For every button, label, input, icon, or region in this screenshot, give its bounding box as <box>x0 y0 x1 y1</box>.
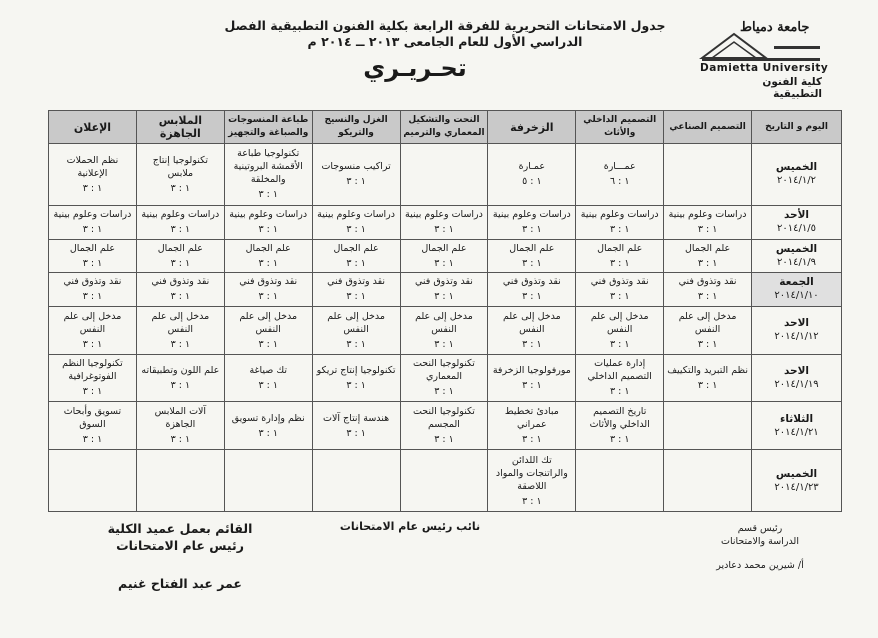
department-head-title: رئيس قسم <box>737 523 783 534</box>
subject-name: مدخل إلى علم النفس <box>63 310 122 335</box>
day-date-cell <box>752 273 842 307</box>
exam-time: ١ : ٣ <box>522 434 542 446</box>
day-date-cell <box>752 144 842 206</box>
day-date-cell <box>752 306 842 354</box>
dean-signature-block <box>100 520 260 554</box>
logo-emblem-icon <box>694 10 824 70</box>
table-row <box>49 306 842 354</box>
day-name: الاحد <box>783 317 810 330</box>
exam-time: ١ : ٣ <box>346 176 366 188</box>
column-header: النحت والتشكيل المعماري والترميم <box>400 111 488 144</box>
date: ٢٠١٤/١/٩ <box>777 256 816 268</box>
exam-time: ١ : ٣ <box>609 338 630 350</box>
subject-name: تاريخ التصميم الداخلي والأثاث <box>589 406 650 431</box>
subject-name: علم الجمال <box>597 242 643 254</box>
subject-name: علم الجمال <box>333 242 379 254</box>
subject-name: عمـــارة <box>603 161 636 173</box>
exam-cell <box>400 239 488 273</box>
exam-cell <box>49 273 137 307</box>
subject-name: مدخل إلى علم النفس <box>151 310 210 335</box>
exam-time: ١ : ٣ <box>609 257 630 269</box>
table-row <box>49 273 842 307</box>
exam-time: ١ : ٣ <box>609 386 630 398</box>
day-name: الأحد <box>783 209 810 222</box>
column-header: الغزل والنسيج والتريكو <box>312 111 400 144</box>
exam-time: ١ : ٣ <box>697 379 718 391</box>
subject-name: نقد وتذوق فني <box>239 276 298 288</box>
subject-name: دراسات وعلوم بينية <box>229 209 308 221</box>
exam-time: ١ : ٣ <box>346 427 366 439</box>
exam-time: ١ : ٣ <box>82 182 103 194</box>
exam-cell <box>400 205 488 239</box>
exam-time: ١ : ٣ <box>82 257 103 269</box>
subject-name: دراسات وعلوم بينية <box>53 209 132 221</box>
exam-cell <box>136 239 224 273</box>
exam-time: ١ : ٣ <box>434 224 454 236</box>
table-row <box>49 450 842 512</box>
page-title: جدول الامتحانات التحريرية للفرقة الرابعة بكلية الفنون التطبيقية الفصل الدراسي الأول للعام الجامعى ٢٠١٣ ــ ٢٠١٤ م <box>224 18 666 49</box>
date: ٢٠١٤/١/٢٣ <box>774 481 819 493</box>
subject-name: هندسة إنتاج آلات <box>323 412 390 424</box>
exam-cell <box>664 144 752 206</box>
subject-name: مدخل إلى علم النفس <box>590 310 649 335</box>
exam-cell <box>224 306 312 354</box>
table-row <box>49 354 842 402</box>
subject-name: دراسات وعلوم بينية <box>141 209 220 221</box>
dean-title: القائم بعمل عميد الكلية <box>107 521 253 536</box>
exam-cell <box>576 306 664 354</box>
day-name: الثلاثاء <box>779 412 814 425</box>
exam-time: ١ : ٣ <box>697 291 718 303</box>
exam-time: ١ : ٣ <box>346 257 366 269</box>
exam-cell <box>224 205 312 239</box>
exam-cell <box>576 144 664 206</box>
subject-name: علم الجمال <box>421 242 467 254</box>
dean-name: عمر عبد الفتاح غنيم <box>118 576 242 591</box>
day-date-cell <box>752 205 842 239</box>
subject-name: علم الجمال <box>509 242 555 254</box>
date: ٢٠١٤/١/٥ <box>777 223 816 235</box>
column-header: الزخرفة <box>488 111 576 144</box>
subject-name: علم الجمال <box>157 242 203 254</box>
exam-time: ١ : ٣ <box>522 257 542 269</box>
exam-time: ١ : ٣ <box>170 338 191 350</box>
exam-cell <box>136 144 224 206</box>
exam-cell <box>576 273 664 307</box>
exam-cell <box>312 402 400 450</box>
exam-time: ١ : ٣ <box>434 338 454 350</box>
exam-time: ١ : ٣ <box>346 379 366 391</box>
department-head-block <box>700 522 820 548</box>
exam-time: ١ : ٣ <box>170 291 191 303</box>
exam-cell <box>224 354 312 402</box>
day-date-cell <box>752 354 842 402</box>
faculty-name: كلية الفنون التطبيقية <box>762 76 822 100</box>
column-header: اليوم و التاريخ <box>752 111 842 144</box>
table-row <box>49 205 842 239</box>
exam-time: ١ : ٣ <box>697 338 718 350</box>
exam-cell <box>312 144 400 206</box>
schedule-body <box>49 144 842 512</box>
subject-name: نظم الحملات الإعلانية <box>66 154 119 179</box>
exams-chief-title: رئيس عام الامتحانات <box>116 538 244 553</box>
exam-cell <box>49 450 137 512</box>
exam-cell <box>488 402 576 450</box>
exam-cell <box>400 144 488 206</box>
exam-cell <box>576 450 664 512</box>
exam-cell <box>576 205 664 239</box>
exam-cell <box>488 205 576 239</box>
exam-time: ١ : ٣ <box>82 224 103 236</box>
subject-name: تراكيب منسوجات <box>321 161 391 173</box>
subject-name: نقد وتذوق فني <box>678 276 737 288</box>
day-date-cell <box>752 239 842 273</box>
column-header: التصميم الداخلي والأثاث <box>576 111 664 144</box>
table-row <box>49 402 842 450</box>
header-row <box>49 111 842 144</box>
subject-name: نقد وتذوق فني <box>414 276 473 288</box>
subject-name: إدارة عمليات التصميم الداخلي <box>587 358 652 383</box>
subject-name: نقد وتذوق فني <box>327 276 386 288</box>
date: ٢٠١٤/١/١٢ <box>774 331 819 343</box>
logo-arabic-text: جامعة دمياط <box>740 20 810 35</box>
exam-time: ١ : ٥ <box>522 176 542 188</box>
exam-cell <box>312 205 400 239</box>
exam-cell <box>136 402 224 450</box>
department-head-name: أ/ شيرين محمد دعادير <box>716 560 804 571</box>
subject-name: علم الجمال <box>685 242 731 254</box>
exam-cell <box>224 273 312 307</box>
subject-name: مدخل إلى علم النفس <box>678 310 737 335</box>
exam-cell <box>224 402 312 450</box>
column-header: طباعة المنسوجات والصباغة والتجهيز <box>224 111 312 144</box>
exam-cell <box>312 306 400 354</box>
day-name: الخميس <box>775 242 818 255</box>
exam-cell <box>664 402 752 450</box>
exam-cell <box>312 273 400 307</box>
exam-cell <box>488 144 576 206</box>
exam-time: ١ : ٣ <box>258 189 278 201</box>
day-name: الجمعة <box>779 276 814 289</box>
exam-cell <box>312 354 400 402</box>
exam-cell <box>312 450 400 512</box>
exam-time: ١ : ٣ <box>522 495 542 507</box>
subject-name: دراسات وعلوم بينية <box>668 209 747 221</box>
exam-cell <box>576 354 664 402</box>
exam-time: ١ : ٣ <box>258 427 278 439</box>
exam-cell <box>400 402 488 450</box>
exam-cell <box>400 306 488 354</box>
exam-cell <box>136 273 224 307</box>
exam-cell <box>49 205 137 239</box>
subject-name: تك اللدائن والراتنجات والمواد اللاصقة <box>495 454 568 492</box>
subject-name: مدخل إلى علم النفس <box>502 310 561 335</box>
logo-english-text: Damietta University <box>700 62 829 74</box>
exam-time: ١ : ٣ <box>170 257 191 269</box>
column-header: الإعلان <box>49 111 137 144</box>
subject-name: عمـارة <box>518 161 546 173</box>
exam-time: ١ : ٣ <box>434 257 454 269</box>
exam-time: ١ : ٣ <box>346 224 366 236</box>
subject-name: مدخل إلى علم النفس <box>327 310 385 335</box>
exam-cell <box>136 354 224 402</box>
exam-time: ١ : ٦ <box>609 176 630 188</box>
table-row <box>49 239 842 273</box>
table-row <box>49 144 842 206</box>
exam-time: ١ : ٣ <box>82 434 103 446</box>
day-date-cell <box>752 450 842 512</box>
exam-time: ١ : ٣ <box>258 379 278 391</box>
exam-cell <box>136 306 224 354</box>
exam-time: ١ : ٣ <box>609 224 630 236</box>
exam-time: ١ : ٣ <box>170 182 191 194</box>
exam-cell <box>664 205 752 239</box>
subject-name: تكنولوجيا النحت المجسم <box>412 406 475 431</box>
subject-name: تسويق وأبحاث السوق <box>63 406 122 431</box>
day-name: الخميس <box>775 161 818 174</box>
subject-name: آلات الملابس الجاهزة <box>154 406 207 431</box>
exam-cell <box>664 306 752 354</box>
exam-time: ١ : ٣ <box>434 291 454 303</box>
exam-cell <box>400 354 488 402</box>
column-header: الملابس الجاهزة <box>136 111 224 144</box>
exam-time: ١ : ٣ <box>346 291 366 303</box>
exam-cell <box>49 239 137 273</box>
date: ٢٠١٤/١/١٩ <box>774 378 819 390</box>
subject-name: علم اللون وتطبيقاته <box>141 364 220 376</box>
exam-cell <box>136 450 224 512</box>
exam-time: ١ : ٣ <box>170 434 191 446</box>
exam-cell <box>576 402 664 450</box>
exam-cell <box>312 239 400 273</box>
exam-cell <box>488 306 576 354</box>
page-subtitle: تحـريـري <box>363 54 467 82</box>
exam-time: ١ : ٣ <box>522 379 542 391</box>
schedule-table <box>48 110 842 512</box>
subject-name: تكنولوجيا النحت المعماري <box>412 358 475 383</box>
day-date-cell <box>752 402 842 450</box>
subject-name: علم الجمال <box>245 242 291 254</box>
exam-time: ١ : ٣ <box>82 291 103 303</box>
date: ٢٠١٤/١/٢ <box>777 175 816 187</box>
exam-time: ١ : ٣ <box>170 379 191 391</box>
exam-cell <box>488 450 576 512</box>
exam-time: ١ : ٣ <box>697 224 718 236</box>
exam-cell <box>400 450 488 512</box>
subject-name: تكنولوجيا طباعة الأقمشة البروتينية والمخلقة <box>233 148 303 186</box>
exam-time: ١ : ٣ <box>434 386 454 398</box>
exam-cell <box>664 354 752 402</box>
subject-name: مورفولوجيا الزخرفة <box>492 364 571 376</box>
exam-time: ١ : ٣ <box>522 224 542 236</box>
exam-cell <box>224 144 312 206</box>
date: ٢٠١٤/١/١٠ <box>774 290 819 302</box>
exam-cell <box>488 273 576 307</box>
exam-cell <box>49 144 137 206</box>
exam-cell <box>136 205 224 239</box>
subject-name: تكنولوجيا إنتاج ملابس <box>152 154 208 179</box>
exam-time: ١ : ٣ <box>434 434 454 446</box>
subject-name: مبادئ تخطيط عمراني <box>504 406 559 431</box>
subject-name: تكنولوجيا النظم الفوتوغرافية <box>62 358 123 383</box>
exam-time: ١ : ٣ <box>82 386 103 398</box>
exam-cell <box>224 450 312 512</box>
exam-cell <box>400 273 488 307</box>
exam-time: ١ : ٣ <box>82 338 103 350</box>
exam-time: ١ : ٣ <box>258 257 278 269</box>
exam-time: ١ : ٣ <box>522 338 542 350</box>
subject-name: نظم التبريد والتكييف <box>667 364 748 376</box>
subject-name: علم الجمال <box>69 242 116 254</box>
subject-name: نقد وتذوق فني <box>63 276 122 288</box>
department-head-subtitle: الدراسة والامتحانات <box>721 536 799 547</box>
day-name: الاحد <box>783 364 810 377</box>
exam-time: ١ : ٣ <box>346 338 366 350</box>
exam-time: ١ : ٣ <box>522 291 542 303</box>
exam-cell <box>576 239 664 273</box>
subject-name: مدخل إلى علم النفس <box>239 310 298 335</box>
subject-name: تكنولوجيا إنتاج تريكو <box>316 364 396 376</box>
exam-time: ١ : ٣ <box>609 434 630 446</box>
exam-cell <box>49 306 137 354</box>
exam-cell <box>224 239 312 273</box>
subject-name: نقد وتذوق فني <box>590 276 649 288</box>
subject-name: تك صياغة <box>249 364 287 376</box>
exam-cell <box>664 239 752 273</box>
exam-time: ١ : ٣ <box>258 338 278 350</box>
deputy-title: نائب رئيس عام الامتحانات <box>339 520 481 533</box>
exam-time: ١ : ٣ <box>697 257 718 269</box>
day-name: الخميس <box>775 467 818 480</box>
exam-time: ١ : ٣ <box>609 291 630 303</box>
exam-cell <box>49 402 137 450</box>
date: ٢٠١٤/١/٢١ <box>774 426 819 438</box>
subject-name: دراسات وعلوم بينية <box>317 209 395 221</box>
subject-name: نقد وتذوق فني <box>151 276 210 288</box>
exam-cell <box>488 239 576 273</box>
exam-cell <box>488 354 576 402</box>
exam-time: ١ : ٣ <box>170 224 191 236</box>
subject-name: مدخل إلى علم النفس <box>415 310 473 335</box>
subject-name: نقد وتذوق فني <box>502 276 561 288</box>
exam-cell <box>664 273 752 307</box>
column-header: التصميم الصناعي <box>664 111 752 144</box>
exam-cell <box>49 354 137 402</box>
exam-time: ١ : ٣ <box>258 291 278 303</box>
subject-name: دراسات وعلوم بينية <box>492 209 571 221</box>
exam-cell <box>664 450 752 512</box>
subject-name: دراسات وعلوم بينية <box>405 209 483 221</box>
exam-time: ١ : ٣ <box>258 224 278 236</box>
subject-name: دراسات وعلوم بينية <box>580 209 659 221</box>
subject-name: نظم وإدارة تسويق <box>231 412 305 424</box>
